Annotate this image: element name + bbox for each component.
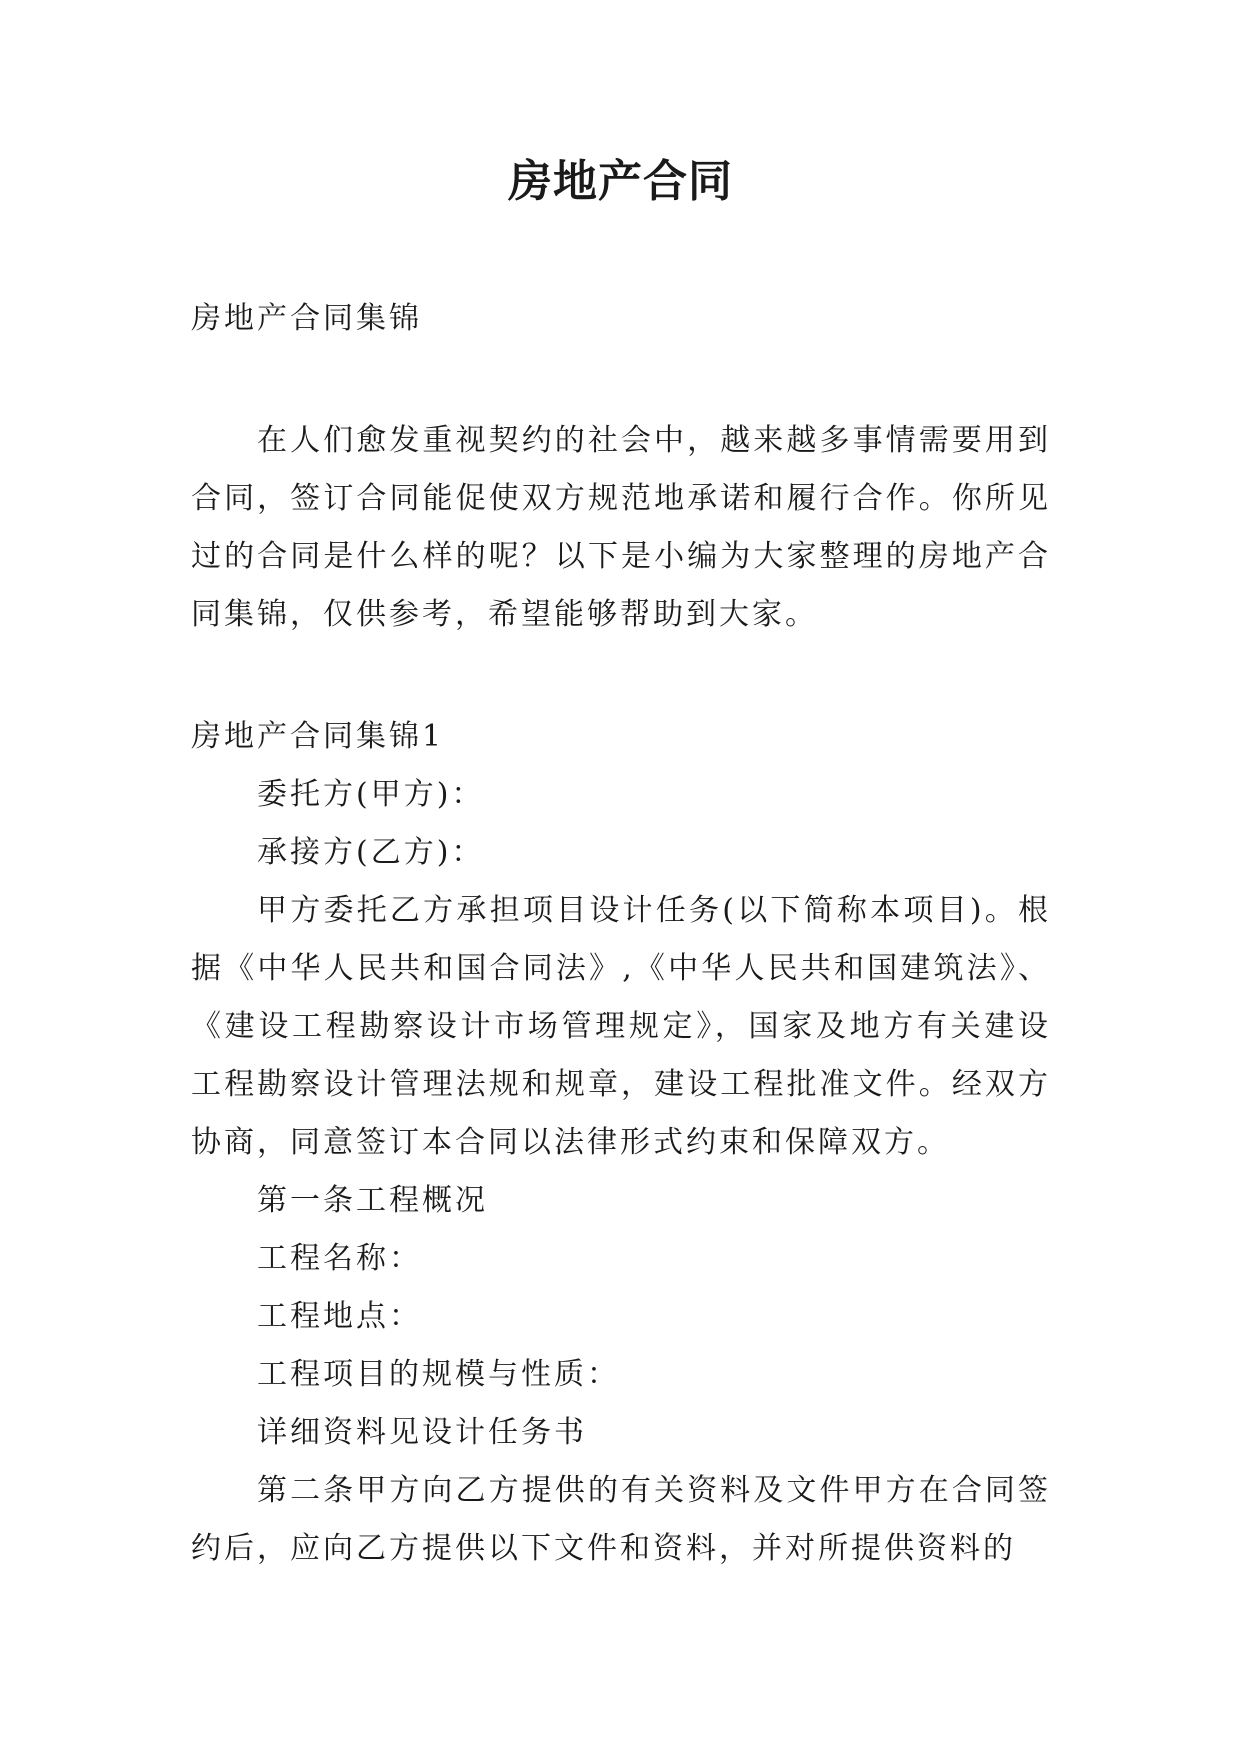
project-scale-line: 工程项目的规模与性质： <box>257 1357 620 1392</box>
preamble-paragraph: 甲方委托乙方承担项目设计任务(以下简称本项目)。根据《中华人民共和国合同法》,《中华人民共和国建筑法》、《建设工程勘察设计市场管理规定》，国家及地方有关建设工程勘察设计管理法规和规章，建设工程批准文件。经双方协商，同意签订本合同以法律形式约束和保障双方。 <box>191 893 1051 1160</box>
document-subtitle: 房地产合同集锦 <box>191 301 422 336</box>
party-b-line: 承接方(乙方)： <box>257 835 485 870</box>
section-heading: 房地产合同集锦1 <box>191 719 445 754</box>
project-location-line: 工程地点： <box>257 1299 422 1334</box>
intro-paragraph: 在人们愈发重视契约的社会中，越来越多事情需要用到合同，签订合同能促使双方规范地承诺和履行合作。你所见过的合同是什么样的呢？以下是小编为大家整理的房地产合同集锦，仅供参考，希望能够帮助到大家。 <box>191 423 1051 632</box>
document-title: 房地产合同 <box>508 156 733 207</box>
article-1-heading: 第一条工程概况 <box>257 1183 488 1218</box>
details-line: 详细资料见设计任务书 <box>257 1415 587 1450</box>
party-a-line: 委托方(甲方)： <box>257 777 485 812</box>
project-name-line: 工程名称： <box>257 1241 422 1276</box>
document-body <box>191 290 1051 1578</box>
article-2-paragraph: 第二条甲方向乙方提供的有关资料及文件甲方在合同签约后，应向乙方提供以下文件和资料，并对所提供资料的 <box>191 1473 1051 1566</box>
